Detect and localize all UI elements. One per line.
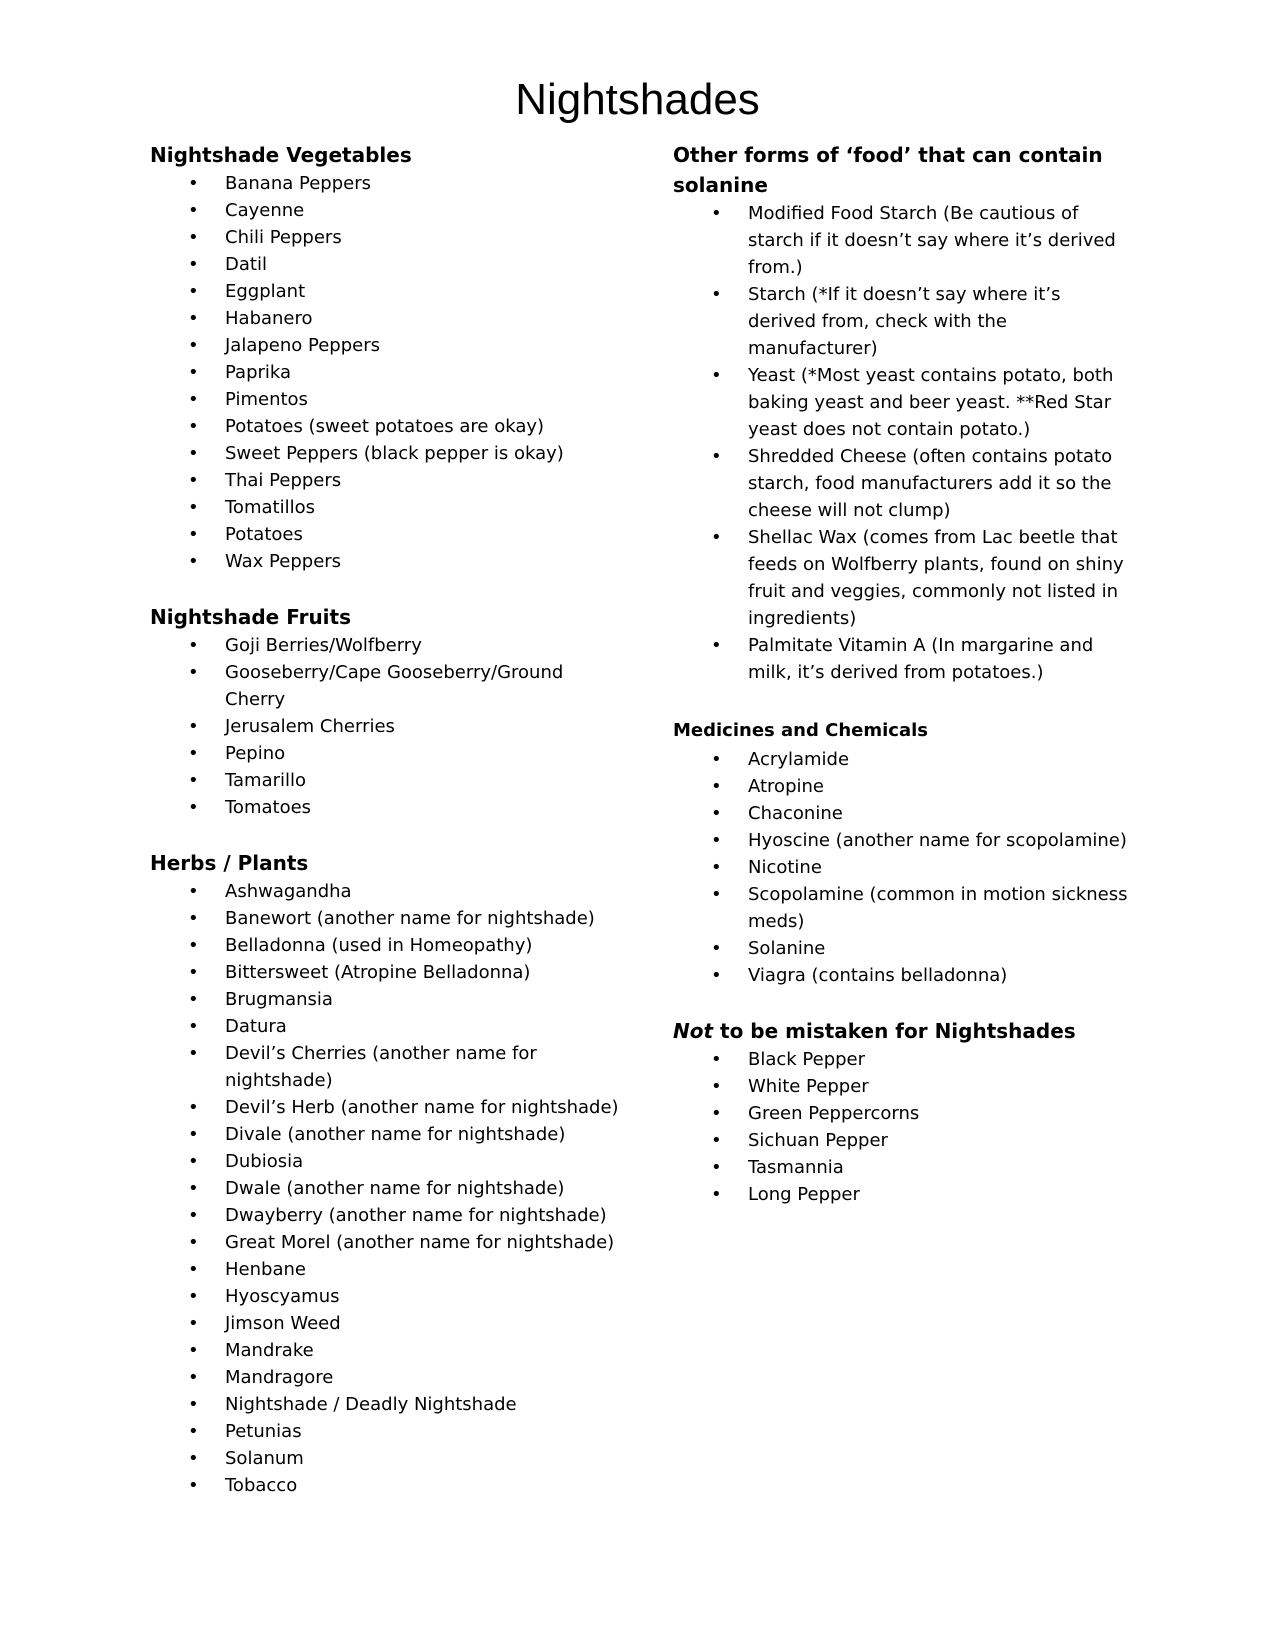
left-column xyxy=(150,140,620,1499)
list-item: • Starch (*If it doesn’t say where it’s derived from, check with the manufacturer) xyxy=(673,281,1133,362)
list-item: • Tamarillo xyxy=(150,767,620,794)
list-item: • Thai Peppers xyxy=(150,467,620,494)
section-nightshade-vegetables xyxy=(150,140,620,575)
section-heading: Other forms of ‘food’ that can contain solanine xyxy=(673,143,1103,197)
list-item: • Tasmannia xyxy=(673,1154,1133,1181)
list-item: • Green Peppercorns xyxy=(673,1100,1133,1127)
list-item: • Dwale (another name for nightshade) xyxy=(150,1175,620,1202)
list-item: • Brugmansia xyxy=(150,986,620,1013)
section-spacer xyxy=(150,821,620,848)
list-item: • Solanum xyxy=(150,1445,620,1472)
list-item: • Cayenne xyxy=(150,197,620,224)
list-item: • Potatoes xyxy=(150,521,620,548)
list-item: • Banana Peppers xyxy=(150,170,620,197)
section-medicines-chemicals xyxy=(673,716,1133,989)
list-item: • Jimson Weed xyxy=(150,1310,620,1337)
other-forms-list xyxy=(673,200,1133,686)
list-item: • Gooseberry/Cape Gooseberry/Ground Cherry xyxy=(150,659,620,713)
list-item: • Paprika xyxy=(150,359,620,386)
section-nightshade-fruits xyxy=(150,602,620,821)
section-not-nightshades xyxy=(673,1016,1133,1208)
list-item: • Shellac Wax (comes from Lac beetle that feeds on Wolfberry plants, found on shiny fruit and veggies, commonly not listed in ingredients) xyxy=(673,524,1133,632)
list-item: • Jerusalem Cherries xyxy=(150,713,620,740)
herbs-list xyxy=(150,878,620,1499)
list-item: • Modified Food Starch (Be cautious of starch if it doesn’t say where it’s derived from.) xyxy=(673,200,1133,281)
section-herbs-plants xyxy=(150,848,620,1499)
list-item: • Banewort (another name for nightshade) xyxy=(150,905,620,932)
list-item: • Pimentos xyxy=(150,386,620,413)
section-spacer xyxy=(673,989,1133,1016)
list-item: • Eggplant xyxy=(150,278,620,305)
list-item: • Solanine xyxy=(673,935,1133,962)
right-column xyxy=(673,140,1133,1208)
fruits-list xyxy=(150,632,620,821)
section-heading: Herbs / Plants xyxy=(150,851,309,875)
list-item: • Long Pepper xyxy=(673,1181,1133,1208)
medicines-list xyxy=(673,746,1133,989)
list-item: • Nightshade / Deadly Nightshade xyxy=(150,1391,620,1418)
list-item: • Atropine xyxy=(673,773,1133,800)
list-item: • Jalapeno Peppers xyxy=(150,332,620,359)
not-nightshades-list xyxy=(673,1046,1133,1208)
list-item: • White Pepper xyxy=(673,1073,1133,1100)
list-item: • Tobacco xyxy=(150,1472,620,1499)
section-spacer xyxy=(673,686,1133,716)
list-item: • Shredded Cheese (often contains potato starch, food manufacturers add it so the cheese will not clump) xyxy=(673,443,1133,524)
page-title: Nightshades xyxy=(515,75,760,124)
section-other-forms xyxy=(673,140,1133,686)
list-item: • Bittersweet (Atropine Belladonna) xyxy=(150,959,620,986)
list-item: • Yeast (*Most yeast contains potato, both baking yeast and beer yeast. **Red Star yeast does not contain potato.) xyxy=(673,362,1133,443)
list-item: • Acrylamide xyxy=(673,746,1133,773)
list-item: • Wax Peppers xyxy=(150,548,620,575)
list-item: • Potatoes (sweet potatoes are okay) xyxy=(150,413,620,440)
list-item: • Hyoscine (another name for scopolamine) xyxy=(673,827,1133,854)
list-item: • Mandragore xyxy=(150,1364,620,1391)
list-item: • Petunias xyxy=(150,1418,620,1445)
list-item: • Pepino xyxy=(150,740,620,767)
list-item: • Habanero xyxy=(150,305,620,332)
list-item: • Tomatoes xyxy=(150,794,620,821)
list-item: • Datura xyxy=(150,1013,620,1040)
list-item: • Hyoscyamus xyxy=(150,1283,620,1310)
section-heading: Medicines and Chemicals xyxy=(673,720,928,741)
list-item: • Sichuan Pepper xyxy=(673,1127,1133,1154)
list-item: • Datil xyxy=(150,251,620,278)
section-heading: Nightshade Vegetables xyxy=(150,143,412,167)
list-item: • Ashwagandha xyxy=(150,878,620,905)
list-item: • Dwayberry (another name for nightshade) xyxy=(150,1202,620,1229)
list-item: • Devil’s Herb (another name for nightshade) xyxy=(150,1094,620,1121)
heading-rest: to be mistaken for Nightshades xyxy=(713,1019,1076,1043)
section-spacer xyxy=(150,575,620,602)
list-item: • Chaconine xyxy=(673,800,1133,827)
list-item: • Palmitate Vitamin A (In margarine and milk, it’s derived from potatoes.) xyxy=(673,632,1133,686)
list-item: • Tomatillos xyxy=(150,494,620,521)
vegetables-list xyxy=(150,170,620,575)
list-item: • Henbane xyxy=(150,1256,620,1283)
list-item: • Sweet Peppers (black pepper is okay) xyxy=(150,440,620,467)
section-heading xyxy=(673,1016,1133,1046)
list-item: • Divale (another name for nightshade) xyxy=(150,1121,620,1148)
list-item: • Chili Peppers xyxy=(150,224,620,251)
list-item: • Viagra (contains belladonna) xyxy=(673,962,1133,989)
list-item: • Belladonna (used in Homeopathy) xyxy=(150,932,620,959)
list-item: • Scopolamine (common in motion sickness meds) xyxy=(673,881,1133,935)
list-item: • Black Pepper xyxy=(673,1046,1133,1073)
list-item: • Goji Berries/Wolfberry xyxy=(150,632,620,659)
list-item: • Devil’s Cherries (another name for nightshade) xyxy=(150,1040,620,1094)
heading-emphasis: Not xyxy=(673,1019,714,1043)
list-item: • Great Morel (another name for nightshade) xyxy=(150,1229,620,1256)
list-item: • Nicotine xyxy=(673,854,1133,881)
section-heading: Nightshade Fruits xyxy=(150,605,351,629)
list-item: • Mandrake xyxy=(150,1337,620,1364)
list-item: • Dubiosia xyxy=(150,1148,620,1175)
